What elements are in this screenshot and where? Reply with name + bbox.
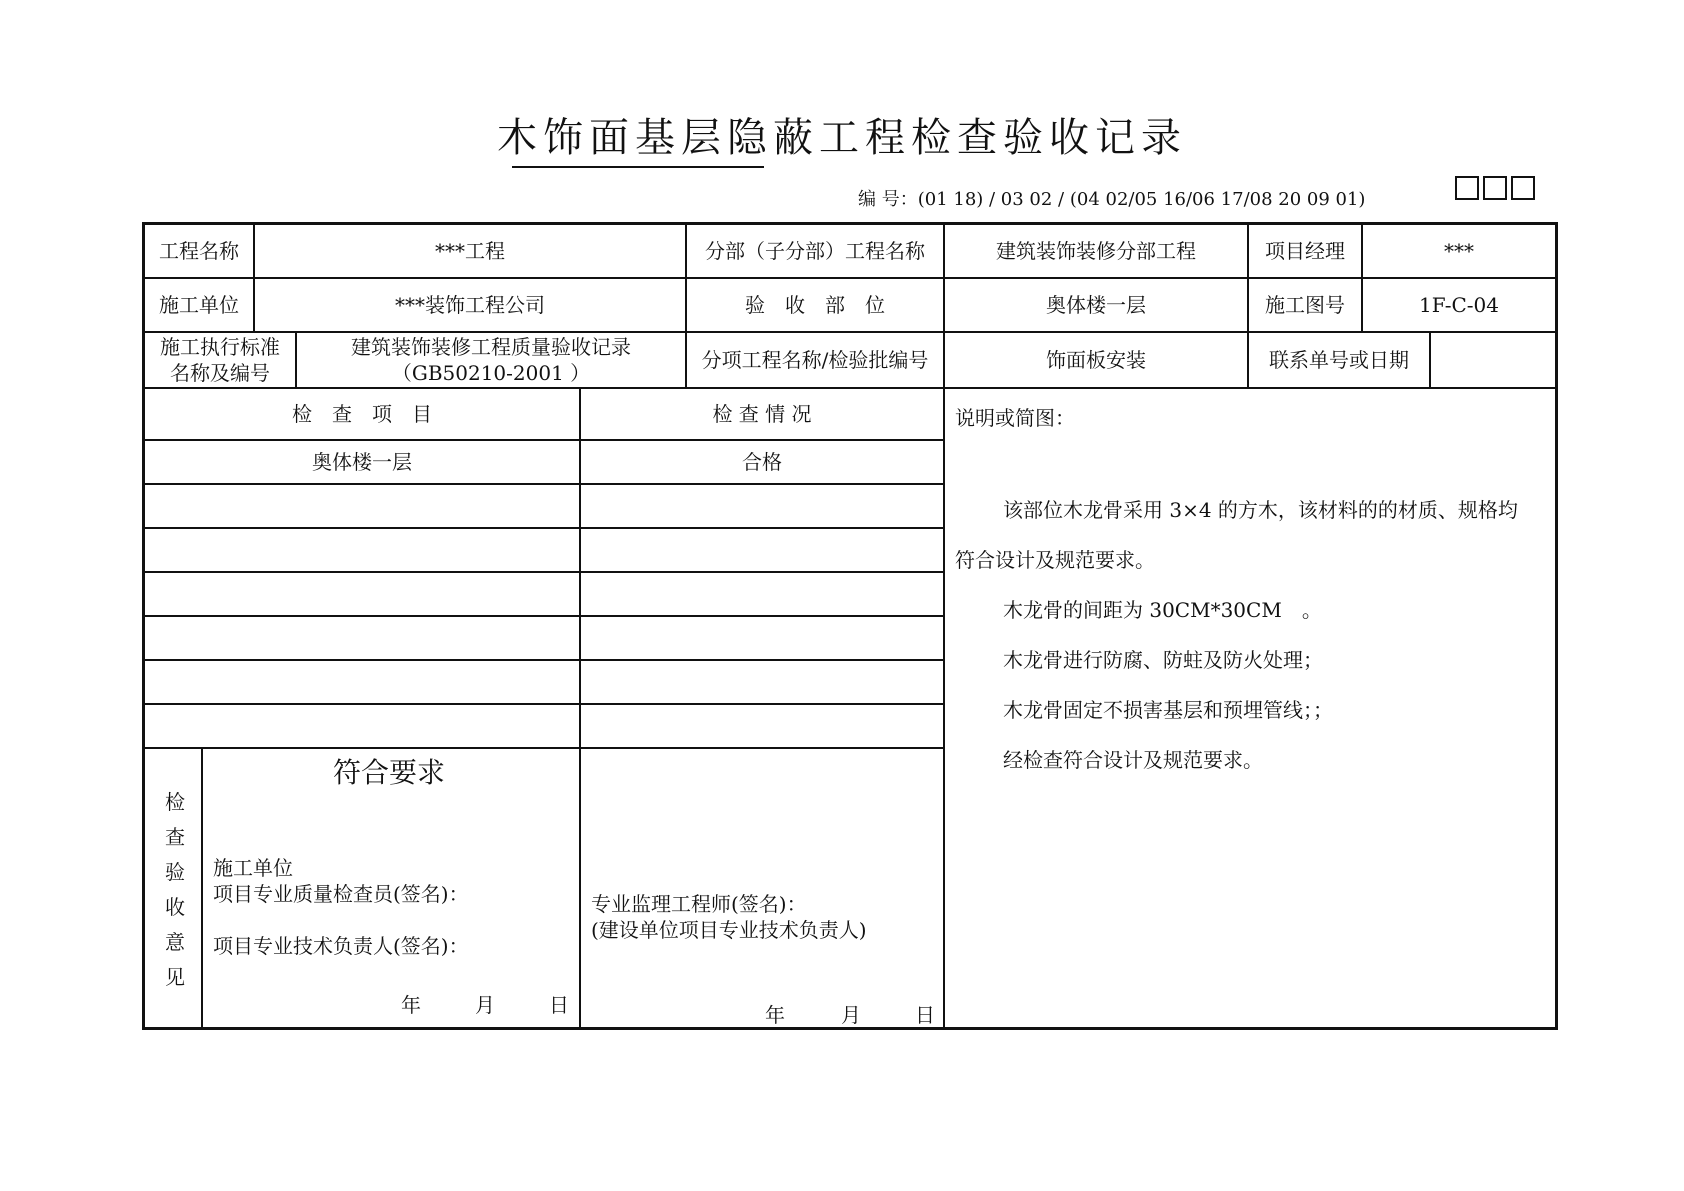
inspection-item-header: 检 查 项 目 [292,402,432,426]
code-box[interactable] [1483,176,1507,200]
description-line: 木龙骨进行防腐、防蛀及防火处理； [1003,648,1323,672]
opinion-char: 检 [165,790,185,814]
accept-part-value[interactable]: 奥体楼一层 [1046,293,1146,317]
inspection-status[interactable] [581,661,943,703]
document-title: 木饰面基层隐蔽工程检查验收记录 [497,115,1187,161]
item-value[interactable]: 饰面板安装 [1046,348,1146,372]
standard-value-line1: 建筑装饰装修工程质量验收记录 [351,335,631,359]
record-code: 编 号：(01 18) / 03 02 / (04 02/05 16/06 17/08 20 09 01) [858,189,1366,210]
contractor-label: 施工单位 [159,293,239,317]
contractor-date-year[interactable]: 年 [401,993,421,1017]
opinion-char: 见 [165,965,185,989]
code-box[interactable] [1511,176,1535,200]
description-line: 木龙骨固定不损害基层和预埋管线；； [1003,698,1333,722]
inspection-item[interactable] [145,705,579,747]
opinion-char: 收 [165,895,185,919]
inspection-status[interactable] [581,617,943,659]
drawing-no-value[interactable]: 1F-C-04 [1419,293,1499,317]
standard-value-line2: （GB50210-2001 ） [391,361,591,385]
description-line: 木龙骨的间距为 30CM*30CM 。 [1003,598,1322,622]
sub-project-label: 分部（子分部）工程名称 [705,239,925,263]
opinion-result[interactable]: 符合要求 [333,756,446,789]
project-manager-value[interactable]: *** [1444,239,1474,263]
title-underline [512,166,764,168]
contact-label: 联系单号或日期 [1269,348,1409,372]
item-label: 分项工程名称/检验批编号 [701,348,929,372]
description-line: 符合设计及规范要求。 [955,548,1155,572]
supervisor-date-day[interactable]: 日 [915,1003,935,1027]
supervisor-date-month[interactable]: 月 [841,1003,861,1027]
contractor-date-day[interactable]: 日 [549,993,569,1017]
inspection-item[interactable] [145,529,579,571]
supervisor-date-year[interactable]: 年 [765,1003,785,1027]
inspection-item[interactable] [145,573,579,615]
project-name-value[interactable]: ***工程 [435,239,505,263]
inspection-item[interactable] [145,485,579,527]
contact-value[interactable] [1431,333,1555,387]
code-boxes [1455,176,1535,200]
inspection-status[interactable]: 合格 [742,450,782,474]
standard-label-line2: 名称及编号 [170,361,270,385]
sub-project-value[interactable]: 建筑装饰装修分部工程 [996,239,1196,263]
accept-part-label: 验 收 部 位 [745,293,885,317]
contractor-value[interactable]: ***装饰工程公司 [395,293,545,317]
inspection-item[interactable] [145,617,579,659]
project-manager-label: 项目经理 [1265,239,1345,263]
opinion-side-label [163,785,187,995]
description-label: 说明或简图： [955,406,1075,430]
inspection-form [142,222,1558,1030]
qc-inspector-sign[interactable]: 项目专业质量检查员(签名)： [213,882,469,906]
inspection-status[interactable] [581,485,943,527]
description-line: 该部位木龙骨采用 3×4 的方木，该材料的的材质、规格均 [1003,498,1518,522]
standard-label-line1: 施工执行标准 [160,335,280,359]
supervisor-sign[interactable]: 专业监理工程师(签名)： [591,892,807,916]
opinion-char: 验 [165,860,185,884]
standard-label [145,333,295,387]
contractor-date-month[interactable]: 月 [475,993,495,1017]
opinion-char: 意 [165,930,185,954]
description-line: 经检查符合设计及规范要求。 [1003,748,1263,772]
inspection-item[interactable] [145,661,579,703]
drawing-no-label: 施工图号 [1265,293,1345,317]
inspection-status[interactable] [581,705,943,747]
row-divider [145,747,945,749]
inspection-status-header: 检 查 情 况 [712,402,812,426]
owner-rep-sign[interactable]: (建设单位项目专业技术负责人) [591,918,867,942]
standard-value[interactable] [297,333,685,387]
project-name-label: 工程名称 [159,239,239,263]
inspection-status[interactable] [581,573,943,615]
col-divider [201,747,203,1030]
opinion-char: 查 [165,825,185,849]
contractor-sign-label: 施工单位 [213,856,293,880]
inspection-item[interactable]: 奥体楼一层 [312,450,412,474]
code-box[interactable] [1455,176,1479,200]
inspection-status[interactable] [581,529,943,571]
tech-lead-sign[interactable]: 项目专业技术负责人(签名)： [213,934,469,958]
